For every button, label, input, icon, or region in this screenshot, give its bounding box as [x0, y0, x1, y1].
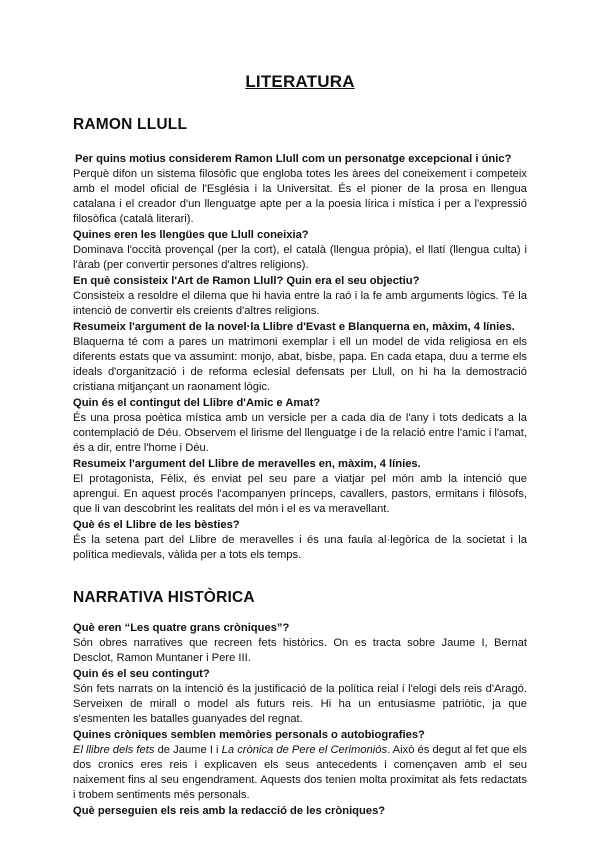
book-title-fets: El llibre dels fets — [73, 744, 155, 756]
answer-8: Són obres narratives que recreen fets històrics. On es tracta sobre Jaume I, Bernat Desclot, Ramon Muntaner i Pere III. — [73, 637, 527, 664]
answer-1: Perquè difon un sistema filosòfic que engloba totes les àrees del coneixement i competeix amb el model oficial de l'Església i la Universitat. És el pioner de la prosa en llengua catalana i el creador d'un llenguatge apte per a la poesia lírica i mística i per a l'expressió filosòfica (català literari). — [73, 168, 527, 225]
answer-4: Blaquerna té com a pares un matrimoni exemplar i ell un model de vida religiosa en els diferents estats que va assumint: monjo, abat, bisbe, papa. En cada etapa, duu a terme els ideals d'organització i de reforma eclesial defensats per Llull, on hi ha la demostració cristiana mitjançant un raonament lògic. — [73, 336, 527, 393]
question-7: Què és el Llibre de les bèsties? — [73, 519, 240, 531]
question-11: Què perseguien els reis amb la redacció de les cròniques? — [73, 805, 386, 817]
answer-10 — [73, 743, 527, 803]
page-title: LITERATURA — [245, 72, 355, 91]
section-heading-narrativa: NARRATIVA HISTÒRICA — [73, 589, 255, 606]
question-2: Quines eren les llengües que Llull coneixia? — [73, 229, 309, 241]
question-8: Què eren “Les quatre grans cròniques”? — [73, 622, 290, 634]
question-9: Quin és el seu contingut? — [73, 668, 210, 680]
question-6: Resumeix l'argument del Llibre de meravelles en, màxim, 4 línies. — [73, 458, 421, 470]
answer-5: És una prosa poètica mística amb un versicle per a cada dia de l'any i tots dedicats a la contemplació de Déu. Observem el lirisme del llenguatge i de la relació entre l'amic i l'amat, és a dir, entre l'home i Déu. — [73, 412, 527, 454]
answer-10-mid: de Jaume I i — [154, 744, 222, 756]
answer-7: És la setena part del Llibre de meravelles i és una faula al·legòrica de la societat i la política medievals, vàlida per a tots els temps. — [73, 534, 527, 561]
answer-6: El protagonista, Fèlix, és enviat pel seu pare a viatjar pel món amb la intenció que aprengui. En aquest procés l'acompanyen prínceps, cavallers, pastors, ermitans i filòsofs, que li van descobrint les realitats del món i el es va meravellant. — [73, 473, 527, 515]
answer-3: Consisteix a resoldre el dilema que hi havia entre la raó i la fe amb arguments lògics. Té la intenció de convertir els creients d'altres religions. — [73, 290, 527, 317]
question-1: Per quins motius considerem Ramon Llull com un personatge excepcional i únic? — [75, 153, 512, 165]
question-4: Resumeix l'argument de la novel·la Llibre d'Evast e Blanquerna en, màxim, 4 línies. — [73, 321, 515, 333]
document-page — [73, 72, 527, 819]
answer-2: Dominava l'occità provençal (per la cort), el català (llengua pròpia), el llatí (llengua culta) i l'àrab (per convertir persones d'altres religions). — [73, 244, 527, 271]
section-heading-llull: RAMON LLULL — [73, 116, 188, 133]
question-5: Quin és el contingut del Llibre d'Amic e Amat? — [73, 397, 321, 409]
book-title-cronica: La crònica de Pere el Cerimoniós — [221, 744, 388, 756]
question-3: En què consisteix l'Art de Ramon Llull? Quin era el seu objectiu? — [73, 275, 420, 287]
answer-10-rest: . Això és degut al fet que els dos cronics eres reis i explicaven els seus antecedents i començaven amb el seu naixement fins al seu engendrament. Aquests dos tenien molta proximitat als fets redactats i trobem sentiments més personals. — [73, 744, 527, 801]
answer-9: Són fets narrats on la intenció és la justificació de la política reial i l'elogi dels reis d'Aragó. Serveixen de mirall o model als futurs reis. Hi ha un entusiasme patriòtic, ja que s'esmenten les batalles guanyades del regnat. — [73, 683, 527, 725]
question-10: Quines cròniques semblen memòries personals o autobiografies? — [73, 729, 425, 741]
